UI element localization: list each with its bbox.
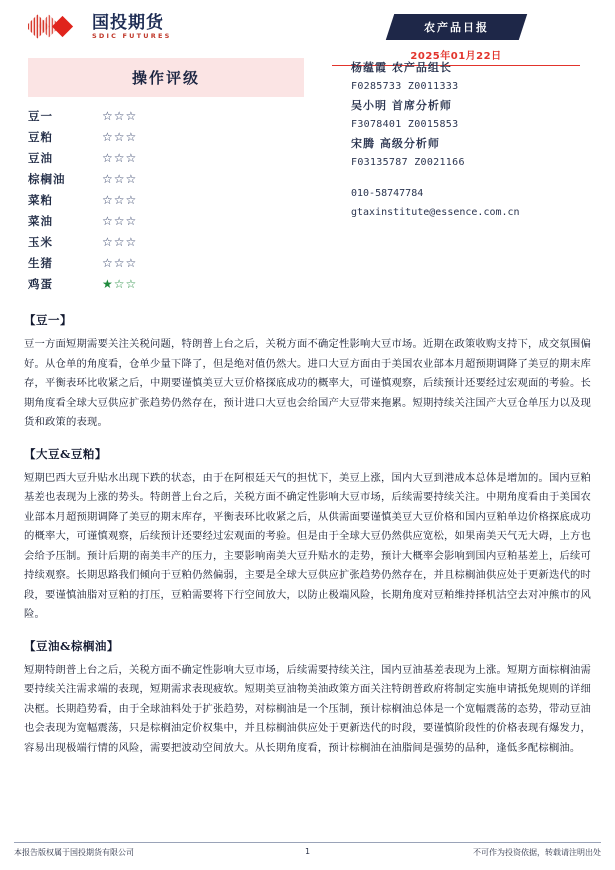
top-columns [14,58,601,294]
sdic-diamond-logo-icon [28,14,86,40]
brand-name-cn: 国投期货 [92,12,164,33]
rating-commodity-name: 豆油 [28,150,53,165]
rating-stars: ☆☆☆ [102,234,138,249]
rating-stars: ☆☆☆ [102,192,138,207]
rating-commodity-name: 豆一 [28,108,53,123]
rating-row [28,147,304,168]
rating-stars: ★☆☆ [102,276,138,291]
rating-stars: ☆☆☆ [102,255,138,270]
analyst-list [351,58,601,222]
rating-row [28,189,304,210]
section-title: 【豆油&棕榈油】 [24,638,119,653]
rating-commodity-name: 棕榈油 [28,171,66,186]
rating-row [28,210,304,231]
footer-copyright: 本报告版权属于国投期货有限公司 [14,848,134,857]
rating-row [28,231,304,252]
analyst-license-code: F0285733 Z0011333 [351,81,459,92]
rating-commodity-name: 菜粕 [28,192,53,207]
rating-commodity-name: 菜油 [28,213,53,228]
brand-name-en: SDIC FUTURES [92,31,172,40]
page-header [14,0,601,62]
rating-commodity-name: 生猪 [28,255,53,270]
rating-commodity-name: 鸡蛋 [28,276,53,291]
rating-commodity-name: 豆粕 [28,129,53,144]
analyst-name: 吴小明 首席分析师 [351,99,452,112]
footer-disclaimer: 不可作为投资依据，转载请注明出处 [473,848,601,857]
ratings-column [14,58,304,294]
rating-row [28,105,304,126]
section-paragraph: 短期巴西大豆升贴水出现下跌的状态，由于在阿根廷天气的担忧下，美豆上涨，国内大豆到港成本总体是增加的。国内豆粕基差也表现为上涨的势头。特朗普上台之后，关税方面不确定性影响大豆市场，后续需要持续关注。中期角度看由于美国农业部本月超预期调降了美豆的期末库存，平衡表环比收紧之后，从供需面要谨慎美豆大豆价格和国内豆粕单边价格探底成功的概率大，可谨慎观察，后续预计还要经过宏观面的考验。但是由于全球大豆仍然供应宽松，如果南美天气无大碍，上方也会给予压制。预计后期的南美丰产的压力，主要影响南美大豆升贴水的走势，预计大概率会影响到国内豆粕基差上，后续可持续观察。长期思路我们倾向于豆粕仍然偏弱，主要是全球大豆供应扩张趋势仍然存在，并且棕榈油供应处于更新迭代的时段，要谨慎油脂对豆粕的打压，豆粕需要将下行空间放大，以防止极端风险，长期角度对豆粕维持择机沽空去对冲熊市的风险。 [24,471,591,620]
analyst-license-code: F03135787 Z0021166 [351,157,465,168]
report-type-badge [385,14,526,40]
rating-stars: ☆☆☆ [102,150,138,165]
page-footer [14,842,601,858]
section-title: 【豆一】 [24,313,72,327]
contact-phone[interactable]: 010-58747784 [351,188,424,199]
analyst-name: 杨蕴霞 农产品组长 [351,61,452,74]
ratings-list [28,105,304,294]
footer-page-number: 1 [304,847,311,856]
section-paragraph: 短期特朗普上台之后，关税方面不确定性影响大豆市场，后续需要持续关注，国内豆油基差表现为上涨。短期方面棕榈油需要持续关注需求端的表现，短期需求表现疲软。短期美豆油物美油政策方面关注特朗普政府将制定实施申请抵免规则的详细决框。长期趋势看，由于全球油料处于扩张趋势，对棕榈油是一个压制，预计棕榈油总体是一个宽幅震荡的态势，带动豆油也会表现为宽幅震荡，只是棕榈油定价权集中，并且棕榈油供应处于更新迭代的时段，要谨慎阶段性的价格表现有爆发力，容易出现极端行情的风险，需要把波动空间放大。从长期角度看，预计棕榈油在油脂间是强势的品种，逢低多配棕榈油。 [24,663,591,754]
analyst-license-code: F3078401 Z0015853 [351,119,459,130]
rating-row [28,126,304,147]
analyst-name: 宋腾 高级分析师 [351,137,440,150]
rating-stars: ☆☆☆ [102,129,138,144]
rating-stars: ☆☆☆ [102,213,138,228]
rating-row [28,252,304,273]
analysts-column [311,58,601,294]
article-body [14,312,601,758]
section-paragraph: 豆一方面短期需要关注关税问题，特朗普上台之后，关税方面不确定性影响大豆市场。近期在政策收购支持下，成交氛围偏好。从仓单的角度看，仓单少量下降了，但是绝对值仍然大。进口大豆方面由于美国农业部本月超预期调降了美豆的期末库存，平衡表环比收紧之后，中期要谨慎美豆大豆价格探底成功的概率大，可谨慎观察，后续预计还要经过宏观面的考验。长期角度看全球大豆供应扩张趋势仍然存在，预计进口大豆也会给国产大豆带来拖累。短期持续关注国产大豆仓单压力以及现货和政策的表现。 [24,338,591,428]
report-type-label: 农产品日报 [423,21,489,34]
rating-commodity-name: 玉米 [28,234,53,249]
contact-spacer [351,172,601,184]
rating-stars: ☆☆☆ [102,108,138,123]
report-date: 2025年01月22日 [410,51,502,62]
ratings-title: 操作评级 [28,58,304,97]
brand-block [14,14,304,40]
contact-email[interactable]: gtaxinstitute@essence.com.cn [351,207,520,218]
section-title: 【大豆&豆粕】 [24,446,107,461]
rating-row [28,273,304,294]
rating-row [28,168,304,189]
rating-stars: ☆☆☆ [102,171,138,186]
